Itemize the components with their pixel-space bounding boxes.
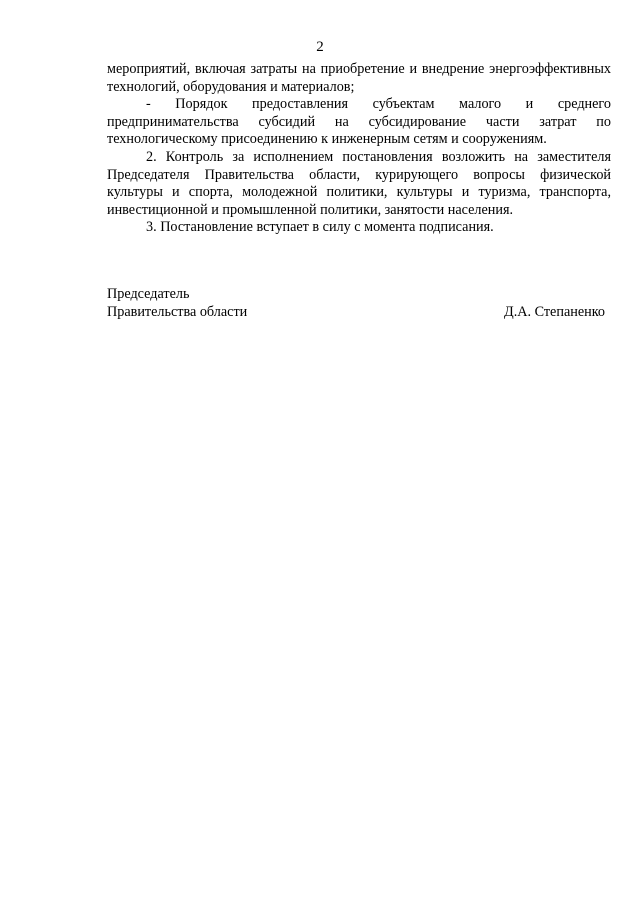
signatory-title-line2: Правительства области [107, 303, 248, 320]
signatory-name: Д.А. Степаненко [504, 303, 605, 320]
paragraph-continuation: мероприятий, включая затраты на приобретение и внедрение энергоэффективных технологий, оборудования и материалов; [107, 61, 611, 95]
signature-block [107, 286, 605, 321]
signatory-row [107, 304, 605, 322]
document-body [107, 61, 611, 237]
paragraph-procedure-item: - Порядок предоставления субъектам малого и среднего предпринимательства субсидий на субсидирование части затрат по технологическому присоединению к инженерным сетям и сооружениям. [107, 96, 611, 148]
page-number: 2 [316, 39, 324, 55]
signatory-title-line1: Председатель [107, 286, 190, 302]
paragraph-effective-clause: 3. Постановление вступает в силу с момента подписания. [146, 219, 494, 236]
paragraph-control-clause: 2. Контроль за исполнением постановления возложить на заместителя Председателя Правительства области, курирующего вопросы физической культуры и спорта, молодежной политики, культуры и туризма, транспорта, инвестиционной и промышленной политики, занятости населения. [107, 148, 611, 218]
